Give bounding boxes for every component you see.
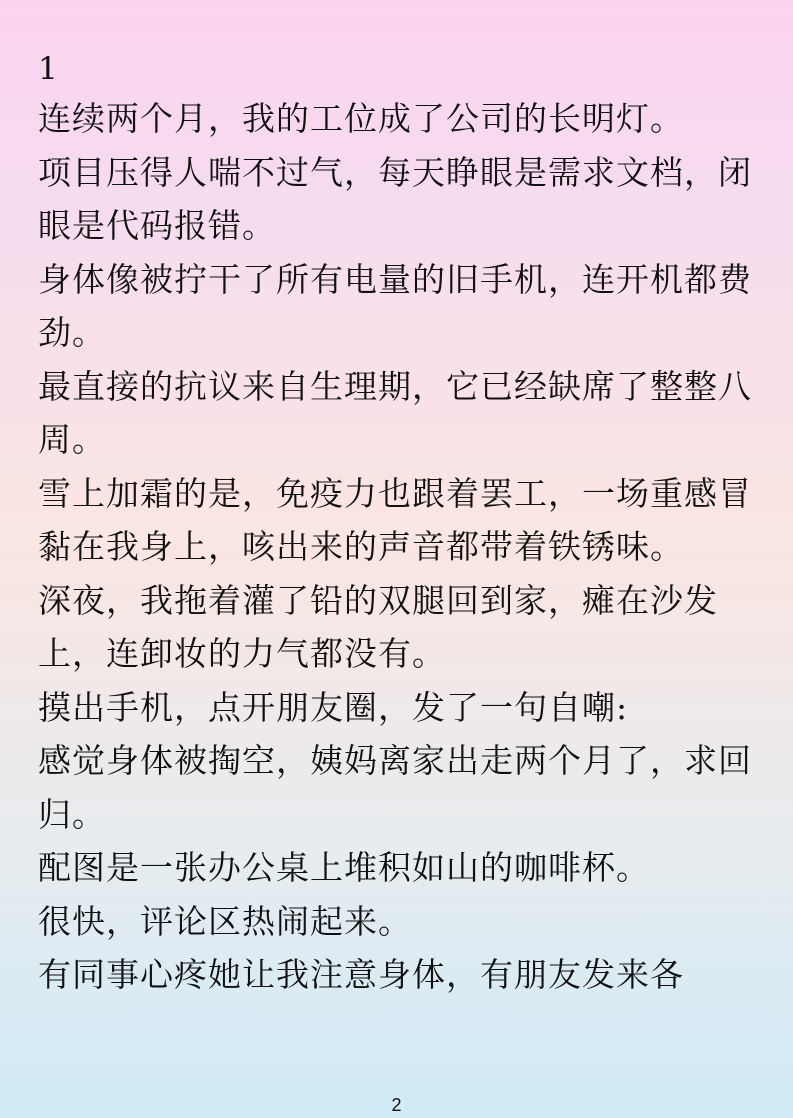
- document-page: [38, 46, 763, 1002]
- paragraph-9: 配图是一张办公桌上堆积如山的咖啡杯。: [38, 848, 650, 887]
- paragraph-10: 很快，评论区热闹起来。: [38, 901, 412, 941]
- chapter-number: 1: [38, 51, 58, 87]
- paragraph-3: 身体像被拧干了所有电量的旧手机，连开机都费劲。: [38, 259, 752, 352]
- paragraph-8: 感觉身体被掏空，姨妈离家出走两个月了，求回归。: [38, 741, 752, 834]
- paragraph-7: 摸出手机，点开朋友圈，发了一句自嘲:: [38, 687, 629, 727]
- paragraph-2: 项目压得人喘不过气，每天睁眼是需求文档，闭眼是代码报错。: [38, 152, 752, 245]
- paragraph-1: 连续两个月，我的工位成了公司的长明灯。: [38, 99, 684, 138]
- page-number: 2: [391, 1095, 402, 1115]
- paragraph-5: 雪上加霜的是，免疫力也跟着罢工，一场重感冒黏在我身上，咳出来的声音都带着铁锈味。: [38, 473, 752, 566]
- paragraph-4: 最直接的抗议来自生理期，它已经缺席了整整八周。: [38, 366, 752, 459]
- paragraph-6: 深夜，我拖着灌了铅的双腿回到家，瘫在沙发上，连卸妆的力气都没有。: [38, 580, 718, 673]
- paragraph-11: 有同事心疼她让我注意身体，有朋友发来各: [38, 955, 684, 994]
